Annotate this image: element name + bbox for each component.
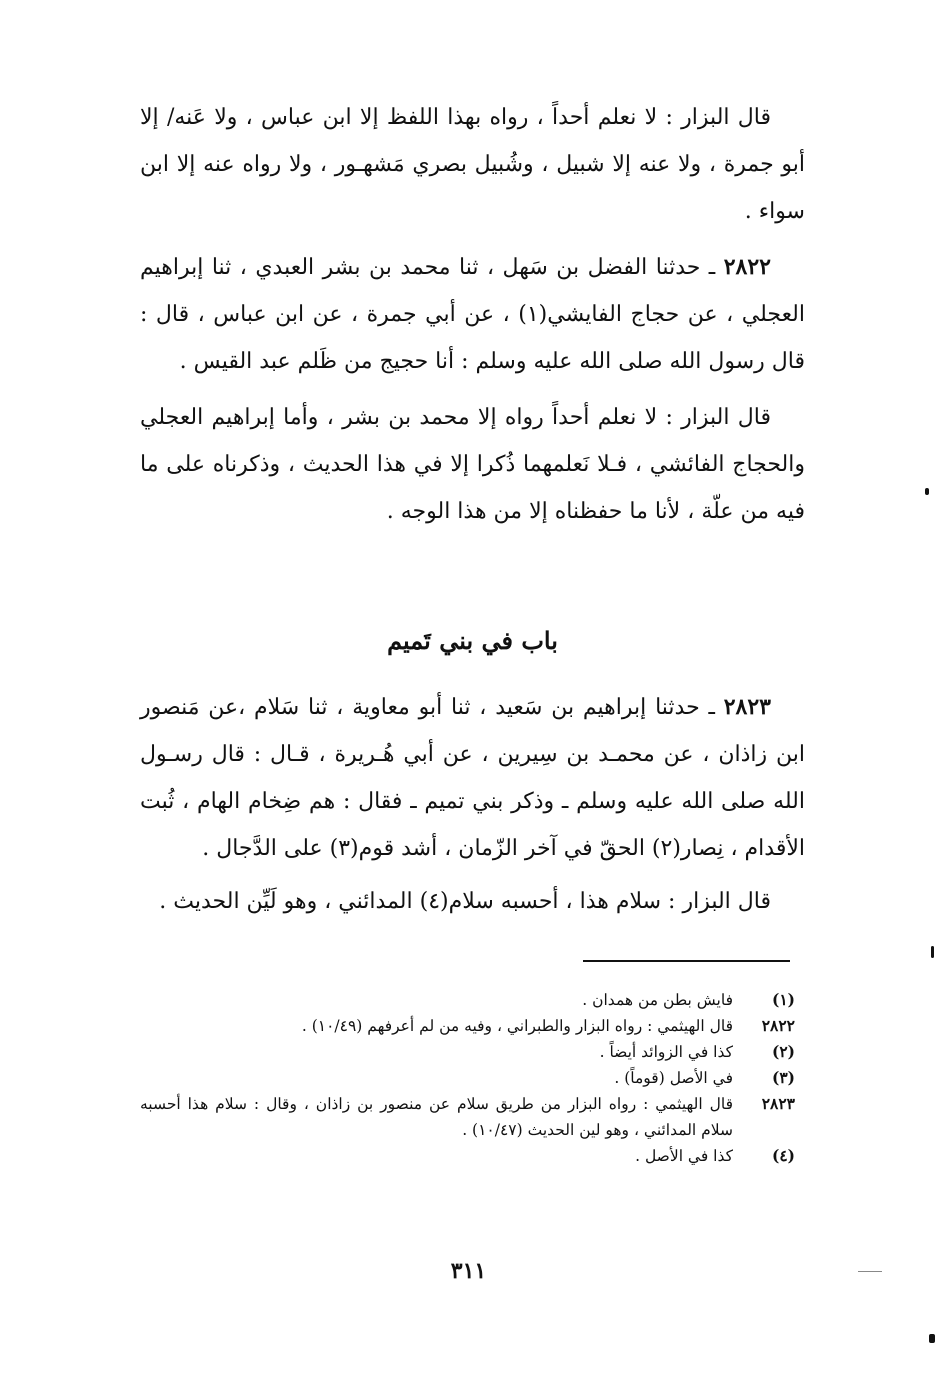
paragraph-text: قال البزار : لا نعلم أحداً ، رواه بهذا اللفظ إلا ابن عباس ، ولا عَنه/ إلا أبو جمرة ، ولا عنه إلا شبيل ، وشُبيل بصري مَشهـور ، ولا رواه عنه إلا ابن سواء . <box>140 105 805 224</box>
chapter-heading: باب في بني تَميم <box>387 626 558 655</box>
footnotes <box>140 987 795 1169</box>
footnote-label: (١) <box>771 990 795 1009</box>
footnote-text: قال الهيثمي : رواه البزار والطبراني ، وفيه من لم أعرفهم (١٠/٤٩) . <box>301 1017 733 1035</box>
footnote-item <box>140 1039 795 1065</box>
footnote-item <box>140 1091 795 1143</box>
paragraph-bazzar-note-1 <box>140 94 805 235</box>
footnote-text: في الأصل (قوماً) . <box>614 1069 733 1087</box>
footnote-label: (٣) <box>771 1068 795 1087</box>
paragraph-bazzar-note-3 <box>140 878 805 925</box>
footnote-text: كذا في الأصل . <box>635 1147 733 1165</box>
paragraph-bazzar-note-2 <box>140 394 805 535</box>
footnote-label: (٤) <box>771 1146 795 1165</box>
hadith-text: ـ حدثنا الفضل بن سَهل ، ثنا محمد بن بشر العبدي ، ثنا إبراهيم العجلي ، عن حجاج الفايشي(١) ، عن أبي جمرة ، عن ابن عباس ، قال : قال رسول الله صلى الله عليه وسلم : أنا حجيج من ظَلم عبد القيس . <box>140 255 805 374</box>
hadith-number: ٢٨٢٣ <box>723 694 771 720</box>
footnote-item <box>140 987 795 1013</box>
footnote-text: كذا في الزوائد أيضاً . <box>599 1043 733 1061</box>
footnote-label: (٢) <box>771 1042 795 1061</box>
page-number: ٣١١ <box>450 1258 487 1284</box>
footnote-label: ٢٨٢٢ <box>761 1016 795 1035</box>
footnote-text: قال الهيثمي : رواه البزار من طريق سلام عن منصور بن زاذان ، وقال : سلام هذا أحسبه سلام المدائني ، وهو لين الحديث (١٠/٤٧) . <box>140 1095 733 1139</box>
scan-speck <box>925 488 929 495</box>
scan-speck <box>931 946 934 958</box>
scan-speck <box>929 1334 935 1343</box>
body-text-lower <box>140 684 805 925</box>
hadith-number: ٢٨٢٢ <box>723 254 771 280</box>
paragraph-text: قال البزار : لا نعلم أحداً رواه إلا محمد بن بشر ، وأما إبراهيم العجلي والحجاج الفائشي ، فـلا نَعلمهما ذُكرا إلا في هذا الحديث ، وذكرناه على ما فيه من علّة ، لأنا ما حفظناه إلا من هذا الوجه . <box>140 405 806 524</box>
footnote-item <box>140 1065 795 1091</box>
footnote-text: فايش بطن من همدان . <box>582 991 733 1009</box>
body-text-upper <box>140 94 805 535</box>
paragraph-text: قال البزار : سلام هذا ، أحسبه سلام(٤) المدائني ، وهو لَيِّن الحديث . <box>159 889 771 914</box>
hadith-2822 <box>140 244 805 385</box>
footnote-label: ٢٨٢٣ <box>761 1094 795 1113</box>
hadith-text: ـ حدثنا إبراهيم بن سَعيد ، ثنا أبو معاوية ، ثنا سَلام ،عن مَنصور ابن زاذان ، عن محمـد بن سِيرين ، عن أبي هُـريرة ، قـال : قال رسـول الله صلى الله عليه وسلم ـ وذكر بني تميم ـ فقال : هم ضِخام الهام ، ثُبت الأقدام ، نِصار(٢) الحقّ في آخر الزّمان ، أشد قوم(٣) على الدَّجال . <box>140 695 805 861</box>
footnote-item <box>140 1143 795 1169</box>
scan-mark <box>858 1271 882 1272</box>
hadith-2823 <box>140 684 805 872</box>
footnote-separator <box>583 960 790 962</box>
footnote-item <box>140 1013 795 1039</box>
